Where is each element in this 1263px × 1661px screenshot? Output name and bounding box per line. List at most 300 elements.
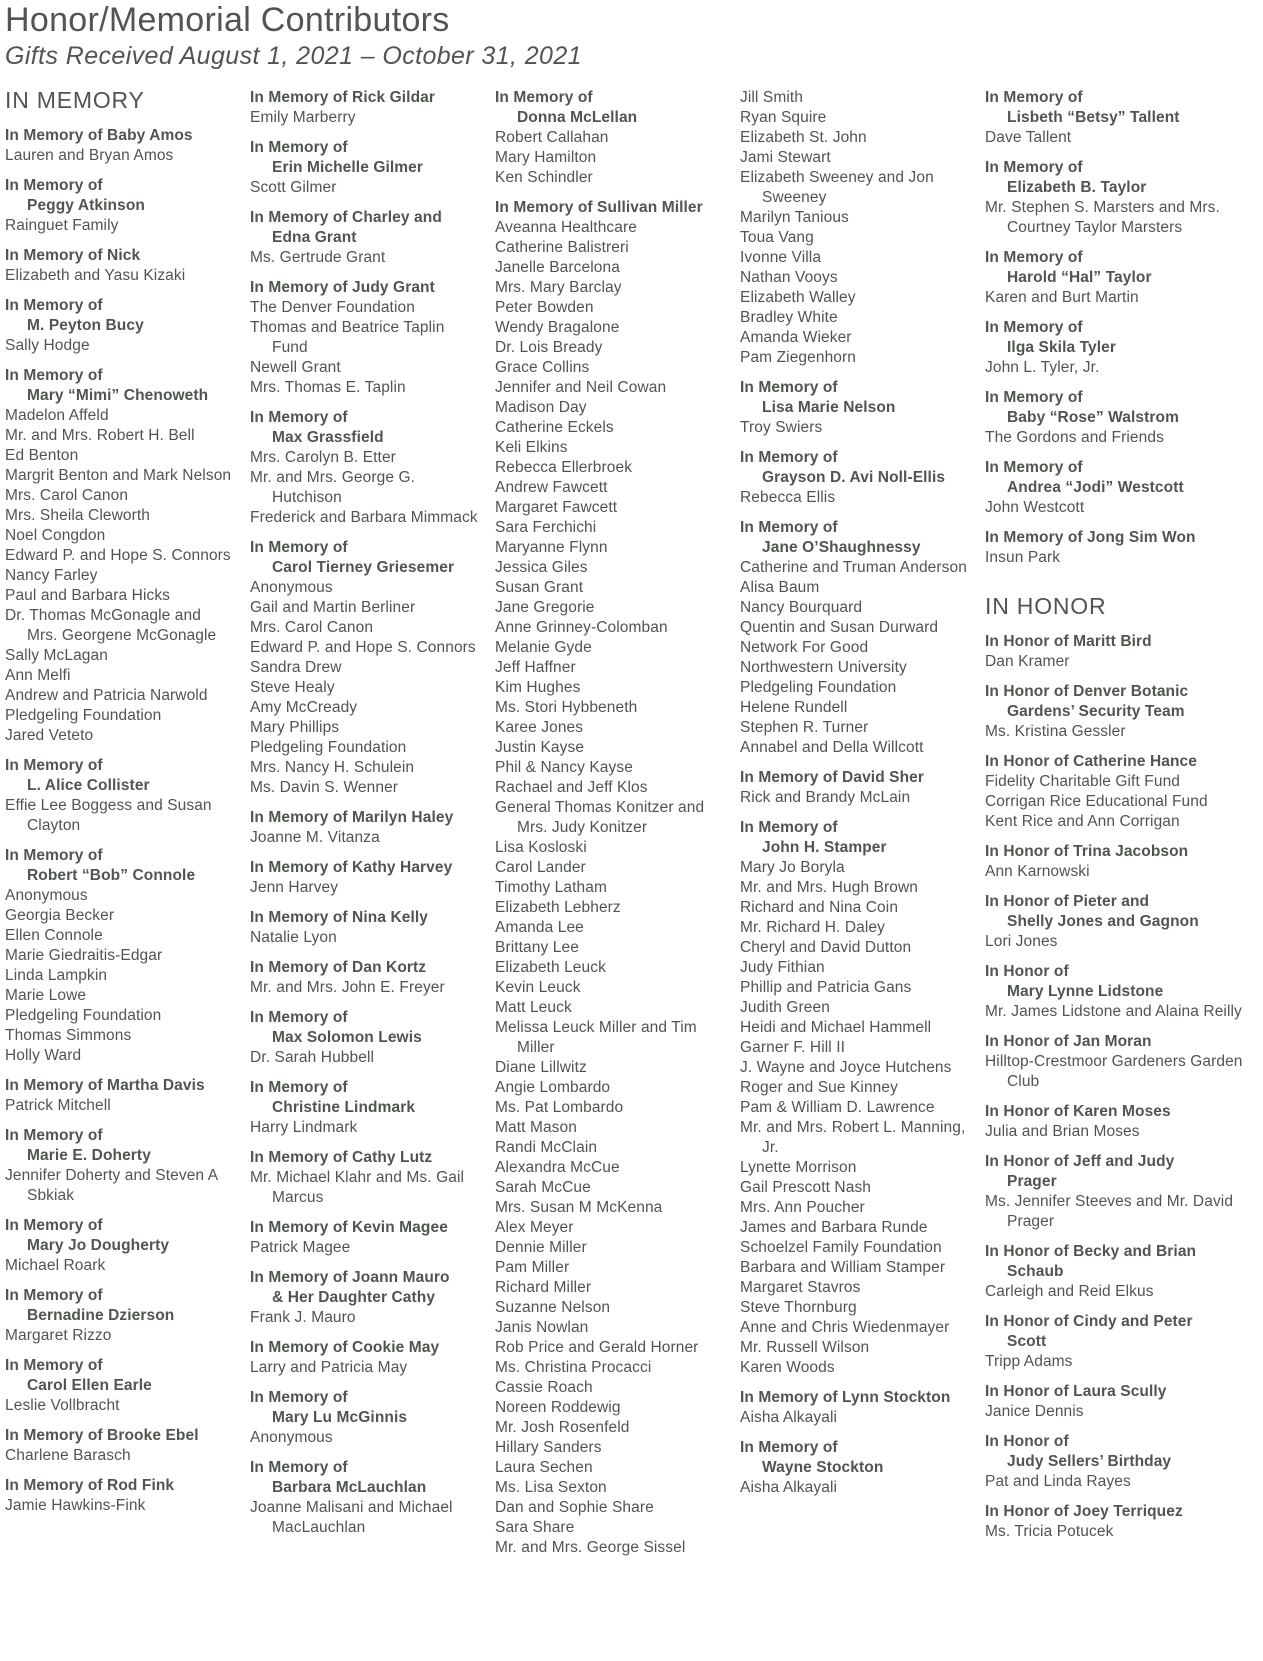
donor-name: Marie Giedraitis-Edgar	[5, 947, 163, 965]
donor-name: Kent Rice and Ann Corrigan	[985, 813, 1180, 831]
entry-title-line: Baby “Rose” Walstrom	[1007, 409, 1179, 427]
entry-title-line: Andrea “Jodi” Westcott	[1007, 479, 1184, 497]
donor-name: Mrs. Carolyn B. Etter	[250, 449, 396, 467]
donor-name: Dan Kramer	[985, 653, 1070, 671]
memorial-entry	[740, 1438, 969, 1498]
entry-title-line: In Memory of	[5, 847, 103, 865]
memorial-entry	[5, 126, 234, 166]
donor-name: Scott Gilmer	[250, 179, 337, 197]
memorial-entry	[5, 1126, 234, 1206]
donor-name: Jessica Giles	[495, 559, 588, 577]
donor-name: Ed Benton	[5, 447, 79, 465]
donor-name: Larry and Patricia May	[250, 1359, 408, 1377]
entry-title-line: In Memory of	[740, 449, 838, 467]
memorial-entry	[250, 208, 479, 268]
entry-title-line: & Her Daughter Cathy	[272, 1289, 436, 1307]
section-heading: IN MEMORY	[5, 87, 145, 114]
donor-name: Nancy Bourquard	[740, 599, 863, 617]
donor-name: Keli Elkins	[495, 439, 568, 457]
contributors-columns	[5, 88, 1263, 1568]
donor-name: Elizabeth Leuck	[495, 959, 606, 977]
memorial-entry	[985, 1242, 1263, 1302]
entry-title-line: In Memory of Brooke Ebel	[5, 1427, 199, 1445]
memorial-entry	[5, 1356, 234, 1416]
donor-name: Julia and Brian Moses	[985, 1123, 1140, 1141]
memorial-entry	[985, 752, 1263, 832]
donor-name: Sara Share	[495, 1519, 575, 1537]
donor-name: The Denver Foundation	[250, 299, 415, 317]
donor-name: Mr. Stephen S. Marsters and Mrs. Courtney Taylor Marsters	[985, 199, 1220, 237]
donor-name: Tripp Adams	[985, 1353, 1073, 1371]
memorial-entry	[740, 518, 969, 758]
donor-name: Mr. and Mrs. John E. Freyer	[250, 979, 445, 997]
entry-title-line: In Memory of Kathy Harvey	[250, 859, 453, 877]
memorial-entry	[5, 246, 234, 286]
memorial-entry	[250, 538, 479, 798]
entry-title-line: L. Alice Collister	[27, 777, 150, 795]
memorial-entry	[250, 1078, 479, 1138]
donor-name: Dennie Miller	[495, 1239, 587, 1257]
donor-name: Aveanna Healthcare	[495, 219, 637, 237]
donor-name: Rob Price and Gerald Horner	[495, 1339, 699, 1357]
entry-title-line: In Honor of Cindy and Peter	[985, 1313, 1193, 1331]
entry-title-line: In Memory of	[250, 1079, 348, 1097]
donor-name: Catherine and Truman Anderson	[740, 559, 967, 577]
donor-name: Newell Grant	[250, 359, 341, 377]
donor-name: Rebecca Ellis	[740, 489, 836, 507]
donor-name: Annabel and Della Willcott	[740, 739, 924, 757]
donor-name: Elizabeth Sweeney and Jon Sweeney	[740, 169, 934, 207]
donor-name: Ryan Squire	[740, 109, 827, 127]
entry-title-line: In Honor of Trina Jacobson	[985, 843, 1189, 861]
memorial-entry	[5, 1286, 234, 1346]
entry-title-line: In Memory of	[5, 757, 103, 775]
memorial-entry	[250, 138, 479, 198]
donor-name: Mr. Russell Wilson	[740, 1339, 870, 1357]
memorial-entry	[250, 278, 479, 398]
memorial-entry	[985, 682, 1263, 742]
memorial-entry	[250, 1268, 479, 1328]
memorial-entry	[985, 1102, 1263, 1142]
donor-name: Patrick Magee	[250, 1239, 351, 1257]
entry-title-line: In Memory of	[740, 1439, 838, 1457]
entry-title-line: In Memory of Marilyn Haley	[250, 809, 454, 827]
donor-name: Jared Veteto	[5, 727, 94, 745]
memorial-entry	[985, 892, 1263, 952]
memorial-entry	[985, 248, 1263, 308]
donor-name: Jane Gregorie	[495, 599, 595, 617]
column	[740, 88, 985, 1508]
donor-name: Elizabeth Walley	[740, 289, 856, 307]
entry-title-line: Elizabeth B. Taylor	[1007, 179, 1147, 197]
entry-title-line: Edna Grant	[272, 229, 357, 247]
donor-name: Phillip and Patricia Gans	[740, 979, 912, 997]
entry-title-line: Jane O’Shaughnessy	[762, 539, 921, 557]
memorial-entry	[250, 958, 479, 998]
donor-name: Troy Swiers	[740, 419, 823, 437]
donor-name: Mary Phillips	[250, 719, 340, 737]
donor-name: Lori Jones	[985, 933, 1058, 951]
donor-name: Barbara and William Stamper	[740, 1259, 946, 1277]
donor-name: Ken Schindler	[495, 169, 593, 187]
donor-name: Marie Lowe	[5, 987, 87, 1005]
donor-name: Dr. Lois Bready	[495, 339, 603, 357]
donor-name: Bradley White	[740, 309, 838, 327]
donor-name: Dr. Thomas McGonagle and Mrs. Georgene McGonagle	[5, 607, 217, 645]
donor-name: Andrew and Patricia Narwold	[5, 687, 208, 705]
memorial-entry	[250, 1218, 479, 1258]
entry-title-line: Carol Tierney Griesemer	[272, 559, 455, 577]
memorial-entry	[250, 1008, 479, 1068]
donor-name: Insun Park	[985, 549, 1061, 567]
entry-title-line: In Memory of	[250, 539, 348, 557]
donor-name: Holly Ward	[5, 1047, 82, 1065]
donor-name: Sally Hodge	[5, 337, 90, 355]
entry-title-line: Mary Lu McGinnis	[272, 1409, 408, 1427]
entry-title-line: Grayson D. Avi Noll-Ellis	[762, 469, 946, 487]
entry-title-line: In Memory of	[985, 389, 1083, 407]
donor-name: Catherine Balistreri	[495, 239, 629, 257]
donor-name: Margaret Fawcett	[495, 499, 618, 517]
memorial-entry	[985, 1502, 1263, 1542]
entry-title-line: In Memory of Jong Sim Won	[985, 529, 1196, 547]
donor-name: Cassie Roach	[495, 1379, 593, 1397]
entry-title-line: In Memory of	[985, 249, 1083, 267]
memorial-entry	[250, 808, 479, 848]
entry-title-line: Max Solomon Lewis	[272, 1029, 422, 1047]
donor-name: Harry Lindmark	[250, 1119, 358, 1137]
entry-title-line: In Honor of	[985, 963, 1069, 981]
memorial-entry	[5, 176, 234, 236]
entry-title-line: In Memory of	[985, 319, 1083, 337]
donor-name: Lynette Morrison	[740, 1159, 857, 1177]
donor-name: Elizabeth St. John	[740, 129, 867, 147]
entry-title-line: In Memory of Dan Kortz	[250, 959, 427, 977]
donor-name: Kevin Leuck	[495, 979, 581, 997]
donor-name: Ms. Lisa Sexton	[495, 1479, 607, 1497]
donor-name: Ivonne Villa	[740, 249, 822, 267]
donor-name: Joanne Malisani and Michael MacLauchlan	[250, 1499, 453, 1537]
donor-name: Steve Healy	[250, 679, 335, 697]
column	[5, 88, 250, 1526]
donor-name: Jill Smith	[740, 89, 804, 107]
donor-name: Mrs. Susan M McKenna	[495, 1199, 663, 1217]
donor-name: Anonymous	[250, 579, 333, 597]
memorial-entry	[495, 198, 724, 1558]
donor-name: The Gordons and Friends	[985, 429, 1164, 447]
donor-name: Mrs. Ann Poucher	[740, 1199, 865, 1217]
donor-name: Margaret Stavros	[740, 1279, 861, 1297]
donor-name: Amanda Lee	[495, 919, 584, 937]
donor-name: Ms. Davin S. Wenner	[250, 779, 399, 797]
entry-title-line: Erin Michelle Gilmer	[272, 159, 424, 177]
column	[985, 88, 1263, 1552]
memorial-entry	[985, 1152, 1263, 1232]
donor-name: Frederick and Barbara Mimmack	[250, 509, 478, 527]
entry-title-line: In Memory of	[250, 139, 348, 157]
donor-name: Carleigh and Reid Elkus	[985, 1283, 1154, 1301]
donor-name: Melissa Leuck Miller and Tim Miller	[495, 1019, 697, 1057]
entry-title-line: In Memory of Cookie May	[250, 1339, 440, 1357]
donor-name: Hillary Sanders	[495, 1439, 602, 1457]
entry-title-line: In Memory of	[250, 409, 348, 427]
donor-name: Margrit Benton and Mark Nelson	[5, 467, 232, 485]
entry-title-line: In Memory of	[985, 159, 1083, 177]
donor-name: Pledgeling Foundation	[250, 739, 407, 757]
donor-name: Charlene Barasch	[5, 1447, 131, 1465]
donor-name: Corrigan Rice Educational Fund	[985, 793, 1208, 811]
page-subtitle: Gifts Received August 1, 2021 – October 31, 2021	[5, 42, 582, 71]
donor-name: Ms. Kristina Gessler	[985, 723, 1126, 741]
entry-title-line: In Memory of Cathy Lutz	[250, 1149, 433, 1167]
donor-name: Karee Jones	[495, 719, 584, 737]
donor-name: Noreen Roddewig	[495, 1399, 621, 1417]
donor-name: Carol Lander	[495, 859, 586, 877]
memorial-entry	[740, 1388, 969, 1428]
donor-name: Laura Sechen	[495, 1459, 593, 1477]
memorial-entry	[5, 1476, 234, 1516]
section-heading: IN HONOR	[985, 593, 1107, 620]
donor-name: Noel Congdon	[5, 527, 106, 545]
donor-name: Lauren and Bryan Amos	[5, 147, 174, 165]
donor-name: Ms. Gertrude Grant	[250, 249, 386, 267]
entry-title-line: In Memory of	[5, 297, 103, 315]
donor-name: Elizabeth Lebherz	[495, 899, 621, 917]
donor-name: Anonymous	[5, 887, 88, 905]
donor-name: Ms. Tricia Potucek	[985, 1523, 1114, 1541]
donor-name: Northwestern University	[740, 659, 907, 677]
donor-name: Network For Good	[740, 639, 869, 657]
donor-name: Elizabeth and Yasu Kizaki	[5, 267, 186, 285]
donor-name: Mary Jo Boryla	[740, 859, 845, 877]
donor-name: Helene Rundell	[740, 699, 848, 717]
donor-name: Ellen Connole	[5, 927, 103, 945]
memorial-entry	[5, 756, 234, 836]
donor-name: Nathan Vooys	[740, 269, 838, 287]
donor-name: Dave Tallent	[985, 129, 1072, 147]
donor-name: Catherine Eckels	[495, 419, 614, 437]
memorial-entry	[250, 1388, 479, 1448]
memorial-entry	[5, 1216, 234, 1276]
memorial-entry	[985, 1432, 1263, 1492]
donor-name: Madelon Affeld	[5, 407, 109, 425]
donor-name: Linda Lampkin	[5, 967, 108, 985]
donor-name: Schoelzel Family Foundation	[740, 1239, 942, 1257]
donor-name: Kim Hughes	[495, 679, 581, 697]
donor-name: Judy Fithian	[740, 959, 825, 977]
donor-name: Jamie Hawkins-Fink	[5, 1497, 146, 1515]
entry-title-line: Harold “Hal” Taylor	[1007, 269, 1152, 287]
entry-title-line: Judy Sellers’ Birthday	[1007, 1453, 1172, 1471]
donor-name: Ms. Jennifer Steeves and Mr. David Prager	[985, 1193, 1234, 1231]
donor-name: Sally McLagan	[5, 647, 108, 665]
page-title: Honor/Memorial Contributors	[5, 1, 450, 39]
donor-name: Richard and Nina Coin	[740, 899, 899, 917]
entry-title-line: In Memory of	[740, 819, 838, 837]
entry-title-line: Max Grassfield	[272, 429, 384, 447]
donor-name: Alex Meyer	[495, 1219, 574, 1237]
entry-title-line: In Memory of Judy Grant	[250, 279, 435, 297]
entry-title-line: In Memory of	[740, 379, 838, 397]
donor-name: Steve Thornburg	[740, 1299, 857, 1317]
donor-name: Sandra Drew	[250, 659, 342, 677]
memorial-entry	[985, 1382, 1263, 1422]
donor-name: Mr. and Mrs. Robert H. Bell	[5, 427, 195, 445]
donor-name: James and Barbara Runde	[740, 1219, 928, 1237]
entry-title-line: In Memory of Joann Mauro	[250, 1269, 450, 1287]
donor-name: Janelle Barcelona	[495, 259, 620, 277]
donor-name: Pam & William D. Lawrence	[740, 1099, 935, 1117]
donor-name: Ms. Pat Lombardo	[495, 1099, 624, 1117]
donor-name: Margaret Rizzo	[5, 1327, 112, 1345]
memorial-entry	[985, 632, 1263, 672]
entry-title-line: In Memory of	[5, 1357, 103, 1375]
memorial-entry	[250, 1458, 479, 1538]
donor-name: Stephen R. Turner	[740, 719, 869, 737]
donor-name: Edward P. and Hope S. Connors	[250, 639, 476, 657]
memorial-entry	[250, 408, 479, 528]
memorial-entry	[985, 962, 1263, 1022]
entry-title-line: In Memory of	[5, 1287, 103, 1305]
donor-name: Timothy Latham	[495, 879, 607, 897]
memorial-entry	[5, 846, 234, 1066]
entry-title-line: In Memory of	[5, 177, 103, 195]
donor-name: Suzanne Nelson	[495, 1299, 611, 1317]
memorial-entry	[740, 448, 969, 508]
entry-title-line: Gardens’ Security Team	[1007, 703, 1185, 721]
donor-name: Rainguet Family	[5, 217, 119, 235]
memorial-entry	[985, 1312, 1263, 1372]
memorial-entry	[985, 1032, 1263, 1092]
entry-title-line: Schaub	[1007, 1263, 1064, 1281]
donor-name: Toua Vang	[740, 229, 814, 247]
entry-title-line: Peggy Atkinson	[27, 197, 145, 215]
donor-name: Lisa Kosloski	[495, 839, 587, 857]
entry-title-line: Carol Ellen Earle	[27, 1377, 152, 1395]
donor-name: Grace Collins	[495, 359, 590, 377]
donor-name: Mr. Josh Rosenfeld	[495, 1419, 630, 1437]
donor-name: Aisha Alkayali	[740, 1479, 838, 1497]
entry-title-line: In Memory of Charley and	[250, 209, 442, 227]
donor-name: Rick and Brandy McLain	[740, 789, 911, 807]
donor-name: Melanie Gyde	[495, 639, 592, 657]
entry-title-line: In Memory of	[5, 1127, 103, 1145]
donor-name: Sara Ferchichi	[495, 519, 597, 537]
memorial-entry	[985, 88, 1263, 148]
entry-title-line: Prager	[1007, 1173, 1057, 1191]
donor-name: Gail and Martin Berliner	[250, 599, 416, 617]
donor-name: Mrs. Nancy H. Schulein	[250, 759, 415, 777]
entry-title-line: In Honor of Pieter and	[985, 893, 1150, 911]
entry-title-line: In Honor of Laura Scully	[985, 1383, 1167, 1401]
entry-title-line: In Honor of	[985, 1433, 1069, 1451]
entry-title-line: Mary Jo Dougherty	[27, 1237, 170, 1255]
entry-title-line: Wayne Stockton	[762, 1459, 884, 1477]
entry-title-line: In Memory of	[5, 367, 103, 385]
donor-name: Peter Bowden	[495, 299, 594, 317]
donor-name: Effie Lee Boggess and Susan Clayton	[5, 797, 212, 835]
entry-title-line: In Memory of	[5, 1217, 103, 1235]
donor-name: Mary Hamilton	[495, 149, 597, 167]
donor-name: Wendy Bragalone	[495, 319, 620, 337]
donor-name: Edward P. and Hope S. Connors	[5, 547, 231, 565]
donor-name: Natalie Lyon	[250, 929, 337, 947]
entry-title-line: Lisa Marie Nelson	[762, 399, 896, 417]
donor-name: Mrs. Sheila Cleworth	[5, 507, 150, 525]
memorial-entry	[740, 818, 969, 1378]
donor-name: Randi McClain	[495, 1139, 598, 1157]
entry-title-line: In Honor of Jeff and Judy	[985, 1153, 1175, 1171]
entry-title-line: Barbara McLauchlan	[272, 1479, 427, 1497]
donor-name: Quentin and Susan Durward	[740, 619, 939, 637]
donor-name: Mr. and Mrs. Hugh Brown	[740, 879, 919, 897]
donor-name: Madison Day	[495, 399, 587, 417]
memorial-entry	[5, 1426, 234, 1466]
entry-title-line: In Memory of Rod Fink	[5, 1477, 175, 1495]
entry-title-line: In Memory of	[985, 459, 1083, 477]
donor-name: Mr. Richard H. Daley	[740, 919, 885, 937]
column	[495, 88, 740, 1568]
donor-name: Mrs. Mary Barclay	[495, 279, 622, 297]
donor-name: Pledgeling Foundation	[5, 707, 162, 725]
donor-name: Amanda Wieker	[740, 329, 852, 347]
donor-name: Jennifer Doherty and Steven A Sbkiak	[5, 1167, 218, 1205]
entry-title-line: John H. Stamper	[762, 839, 887, 857]
entry-title-line: Bernadine Dzierson	[27, 1307, 175, 1325]
entry-title-line: In Memory of Lynn Stockton	[740, 1389, 951, 1407]
entry-title-line: In Memory of	[985, 89, 1083, 107]
memorial-entry	[250, 1338, 479, 1378]
donor-name: Alisa Baum	[740, 579, 820, 597]
memorial-entry	[740, 88, 969, 368]
entry-title-line: Shelly Jones and Gagnon	[1007, 913, 1199, 931]
entry-title-line: In Memory of	[250, 1459, 348, 1477]
donor-name: John L. Tyler, Jr.	[985, 359, 1100, 377]
entry-title-line: In Memory of Nick	[5, 247, 141, 265]
donor-name: Joanne M. Vitanza	[250, 829, 380, 847]
memorial-entry	[250, 858, 479, 898]
donor-name: Jeff Haffner	[495, 659, 576, 677]
memorial-entry	[5, 366, 234, 746]
memorial-entry	[985, 318, 1263, 378]
donor-name: Ms. Christina Procacci	[495, 1359, 652, 1377]
donor-name: Frank J. Mauro	[250, 1309, 356, 1327]
donor-name: Mrs. Carol Canon	[5, 487, 129, 505]
entry-title-line: In Memory of Baby Amos	[5, 127, 193, 145]
memorial-entry	[5, 296, 234, 356]
donor-name: Janice Dennis	[985, 1403, 1084, 1421]
entry-title-line: In Honor of Karen Moses	[985, 1103, 1171, 1121]
entry-title-line: In Honor of Maritt Bird	[985, 633, 1152, 651]
entry-title-line: Mary “Mimi” Chenoweth	[27, 387, 209, 405]
entry-title-line: In Honor of Joey Terriquez	[985, 1503, 1183, 1521]
donor-name: Marilyn Tanious	[740, 209, 849, 227]
donor-name: Leslie Vollbracht	[5, 1397, 120, 1415]
donor-name: Fidelity Charitable Gift Fund	[985, 773, 1181, 791]
donor-name: Andrew Fawcett	[495, 479, 608, 497]
donor-name: Mr. and Mrs. Robert L. Manning, Jr.	[740, 1119, 966, 1157]
memorial-entry	[740, 378, 969, 438]
entry-title-line: Mary Lynne Lidstone	[1007, 983, 1164, 1001]
entry-title-line: In Memory of	[250, 1389, 348, 1407]
donor-name: Nancy Farley	[5, 567, 98, 585]
donor-name: Robert Callahan	[495, 129, 609, 147]
donor-name: Karen Woods	[740, 1359, 835, 1377]
donor-name: Garner F. Hill II	[740, 1039, 846, 1057]
donor-name: Anne and Chris Wiedenmayer	[740, 1319, 950, 1337]
donor-name: Hilltop-Crestmoor Gardeners Garden Club	[985, 1053, 1243, 1091]
memorial-entry	[985, 388, 1263, 448]
